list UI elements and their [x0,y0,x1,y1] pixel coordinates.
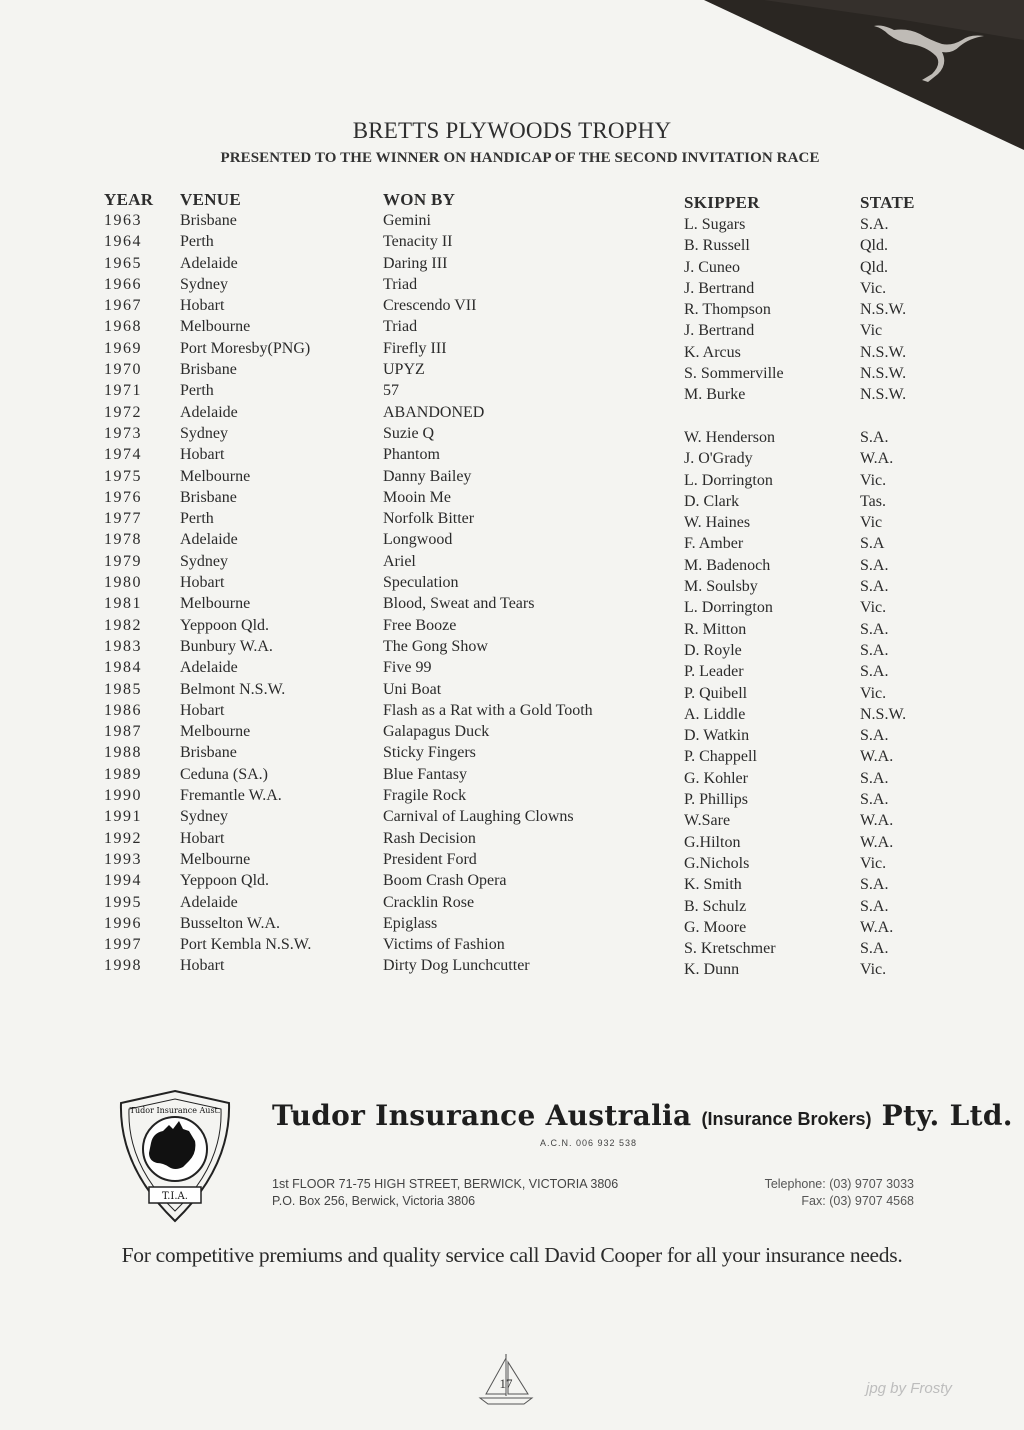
row-skipper: J. Bertrand [684,322,755,340]
row-skipper: L. Dorrington [684,471,773,489]
row-won-by: Rash Decision [383,829,476,847]
row-state: S.A. [860,876,889,894]
row-venue: Perth [180,233,214,251]
row-year: 1972 [104,403,142,421]
row-state: S.A. [860,641,889,659]
row-skipper: M. Burke [684,386,746,404]
row-year: 1977 [104,510,142,528]
row-year: 1991 [104,808,142,826]
table-row [0,423,1024,444]
row-year: 1983 [104,637,142,655]
row-venue: Port Moresby(PNG) [180,339,311,357]
telephone: Telephone: (03) 9707 3033 [764,1177,914,1191]
row-skipper: P. Quibell [684,684,748,702]
row-skipper: B. Russell [684,237,750,255]
row-venue: Sydney [180,552,228,570]
table-row [0,529,1024,553]
row-venue: Adelaide [180,531,238,549]
table-row [0,849,1024,870]
row-venue: Brisbane [180,361,237,379]
row-state: S.A. [860,769,889,787]
row-state: Vic. [860,854,887,872]
table-row [0,721,1024,745]
table-row [0,679,1024,700]
row-venue: Melbourne [180,467,251,485]
row-venue: Melbourne [180,595,251,613]
row-state: Tas. [860,492,886,510]
table-row [0,359,1024,383]
row-won-by: Five 99 [383,659,432,677]
row-won-by: Norfolk Bitter [383,510,475,528]
header-won-by: WON BY [383,190,456,209]
table-row [0,253,1024,274]
table-row [0,615,1024,636]
row-won-by: Triad [383,318,418,336]
row-state: S.A. [860,216,889,233]
row-state: Vic. [860,961,887,979]
row-skipper: B. Schulz [684,897,747,915]
row-venue: Perth [180,510,214,528]
row-venue: Melbourne [180,850,251,868]
address-line-1: 1st FLOOR 71-75 HIGH STREET, BERWICK, VICTORIA 3806 [272,1177,619,1191]
row-year: 1995 [104,893,142,911]
row-year: 1994 [104,872,142,890]
table-row [0,892,1024,913]
row-year: 1984 [104,659,142,677]
row-year: 1966 [104,275,142,293]
row-skipper: D. Royle [684,641,742,659]
row-won-by: The Gong Show [383,637,488,655]
row-year: 1988 [104,744,142,762]
row-state: W.A. [860,748,894,766]
row-state: S.A. [860,556,889,574]
row-year: 1989 [104,765,142,783]
row-year: 1981 [104,595,142,613]
row-venue: Fremantle W.A. [180,787,282,805]
row-venue: Adelaide [180,254,238,272]
row-year: 1993 [104,850,142,868]
row-state: S.A. [860,727,889,745]
row-won-by: Boom Crash Opera [383,872,507,890]
row-won-by: Phantom [383,446,440,464]
row-skipper: P. Phillips [684,791,749,809]
row-skipper: R. Thompson [684,301,771,319]
row-year: 1971 [104,382,142,400]
table-row [0,636,1024,657]
company-suffix: Pty. Ltd. [881,1099,1013,1132]
row-won-by: Cracklin Rose [383,893,475,911]
row-state: N.S.W. [860,301,907,319]
row-year: 1965 [104,254,142,272]
row-won-by: Dirty Dog Lunchcutter [383,957,530,975]
table-row [0,231,1024,255]
header-state: STATE [860,193,915,212]
row-skipper: G.Hilton [684,833,741,851]
row-venue: Hobart [180,829,225,847]
row-year: 1990 [104,787,142,805]
row-skipper: W.Sare [684,812,731,830]
address-line-2: P.O. Box 256, Berwick, Victoria 3806 [272,1194,476,1208]
row-won-by: Free Booze [383,616,457,634]
table-row [0,955,1024,979]
row-year: 1997 [104,936,142,954]
table-row [0,274,1024,295]
row-won-by: Speculation [383,574,459,592]
table-row [0,572,1024,596]
row-skipper: S. Sommerville [684,365,784,383]
row-year: 1970 [104,361,142,379]
row-won-by: Galapagus Duck [383,723,490,741]
row-won-by: Suzie Q [383,424,435,442]
row-skipper: D. Clark [684,492,740,510]
row-venue: Adelaide [180,893,238,911]
company-name-line [272,1099,1013,1132]
row-year: 1973 [104,424,142,442]
row-skipper: G. Moore [684,918,747,936]
row-state: Vic. [860,471,887,489]
row-venue: Perth [180,382,214,400]
logo-ring-text: Tudor Insurance Aust. [129,1106,221,1115]
row-venue: Hobart [180,701,225,719]
row-state: S.A. [860,897,889,915]
table-row [0,210,1024,231]
table-row [0,508,1024,532]
fax: Fax: (03) 9707 4568 [801,1194,914,1208]
row-year: 1967 [104,297,142,315]
row-state: Vic. [860,599,887,617]
row-venue: Melbourne [180,723,251,741]
table-row [0,402,1024,423]
row-year: 1978 [104,531,142,549]
row-skipper: G.Nichols [684,854,750,872]
row-won-by: Triad [383,275,418,293]
row-year: 1963 [104,212,142,229]
row-venue: Sydney [180,808,228,826]
table-row [0,295,1024,319]
table-row [0,785,1024,809]
row-year: 1979 [104,552,142,570]
table-row [0,444,1024,468]
table-row [0,466,1024,487]
advert-tagline: For competitive premiums and quality service call David Cooper for all your insurance needs. [121,1243,903,1267]
row-state: N.S.W. [860,705,907,723]
table-row [0,700,1024,721]
header-year: YEAR [104,190,154,209]
row-won-by: Blood, Sweat and Tears [383,595,535,613]
row-state: N.S.W. [860,343,907,361]
row-won-by: Sticky Fingers [383,744,476,762]
row-venue: Hobart [180,957,225,975]
table-row [0,828,1024,849]
row-state: N.S.W. [860,365,907,383]
row-skipper: P. Chappell [684,748,757,766]
row-won-by: Flash as a Rat with a Gold Tooth [383,701,593,719]
row-state: Vic [860,514,883,532]
row-year: 1982 [104,616,142,634]
row-state: S.A. [860,428,889,446]
tudor-shield-logo [105,1087,245,1227]
row-won-by: 57 [383,382,399,400]
row-won-by: UPYZ [383,361,425,379]
table-row [0,593,1024,617]
row-skipper: L. Sugars [684,216,746,233]
row-skipper: J. Bertrand [684,279,755,297]
table-row [0,764,1024,785]
row-won-by: Longwood [383,531,453,549]
table-row [0,870,1024,894]
row-skipper: R. Mitton [684,620,747,638]
table-row [0,913,1024,934]
row-year: 1985 [104,680,142,698]
row-skipper: P. Leader [684,663,744,681]
row-state: W.A. [860,450,894,468]
row-won-by: Tenacity II [383,233,453,251]
row-venue: Sydney [180,275,228,293]
row-skipper: A. Liddle [684,705,746,723]
table-row [0,380,1024,404]
row-venue: Yeppoon Qld. [180,616,270,634]
row-skipper: K. Smith [684,876,742,894]
page-subtitle: PRESENTED TO THE WINNER ON HANDICAP OF THE SECOND INVITATION RACE [220,150,820,166]
row-year: 1969 [104,339,142,357]
row-won-by: Mooin Me [383,488,451,506]
row-state: N.S.W. [860,386,907,404]
row-state: Vic [860,322,883,340]
row-skipper: J. Cuneo [684,258,740,276]
row-year: 1974 [104,446,142,464]
row-state: Vic. [860,279,887,297]
page-title: BRETTS PLYWOODS TROPHY [352,118,672,143]
row-skipper: S. Kretschmer [684,940,776,958]
row-state: S.A. [860,940,889,958]
row-skipper: D. Watkin [684,727,750,745]
row-year: 1986 [104,701,142,719]
row-won-by: Ariel [383,552,416,570]
table-row [0,742,1024,766]
row-skipper: K. Arcus [684,343,741,361]
row-venue: Adelaide [180,403,238,421]
row-venue: Adelaide [180,659,238,677]
table-row [0,487,1024,508]
results-table [0,210,1024,977]
row-won-by: Firefly III [383,339,447,357]
row-won-by: Daring III [383,254,448,272]
row-venue: Port Kembla N.S.W. [180,936,312,954]
row-skipper: K. Dunn [684,961,740,979]
row-won-by: Blue Fantasy [383,765,467,783]
row-venue: Bunbury W.A. [180,637,273,655]
row-won-by: Epiglass [383,914,438,932]
row-state: Qld. [860,237,888,255]
logo-badge-text: T.I.A. [162,1191,188,1202]
row-state: Qld. [860,258,888,276]
row-won-by: Uni Boat [383,680,442,698]
row-venue: Brisbane [180,488,237,506]
row-venue: Sydney [180,424,228,442]
header-skipper: SKIPPER [684,193,760,212]
row-venue: Hobart [180,574,225,592]
row-skipper: W. Henderson [684,428,775,446]
header-venue: VENUE [180,190,242,209]
row-state: S.A [860,535,885,553]
photo-credit: jpg by Frosty [866,1380,952,1397]
row-won-by: Carnival of Laughing Clowns [383,808,574,826]
row-state: W.A. [860,918,894,936]
table-row [0,551,1024,572]
row-year: 1964 [104,233,142,251]
row-won-by: Gemini [383,212,431,229]
row-skipper: G. Kohler [684,769,748,787]
row-venue: Yeppoon Qld. [180,872,270,890]
row-won-by: Crescendo VII [383,297,477,315]
row-year: 1998 [104,957,142,975]
row-year: 1976 [104,488,142,506]
row-year: 1992 [104,829,142,847]
table-row [0,934,1024,958]
row-skipper: M. Soulsby [684,578,758,596]
row-skipper: L. Dorrington [684,599,773,617]
row-won-by: Fragile Rock [383,787,467,805]
row-skipper: J. O'Grady [684,450,753,468]
row-year: 1980 [104,574,142,592]
row-year: 1987 [104,723,142,741]
row-venue: Ceduna (SA.) [180,765,268,783]
row-won-by: Victims of Fashion [383,936,505,954]
row-venue: Busselton W.A. [180,914,281,932]
table-row [0,806,1024,830]
table-row [0,657,1024,681]
company-address [272,1176,618,1210]
row-state: S.A. [860,578,889,596]
table-row [0,316,1024,340]
table-row [0,338,1024,359]
row-venue: Belmont N.S.W. [180,680,286,698]
row-venue: Brisbane [180,212,237,229]
row-year: 1996 [104,914,142,932]
row-year: 1968 [104,318,142,336]
row-skipper: M. Badenoch [684,556,771,574]
company-contact [765,1176,914,1210]
row-state: Vic. [860,684,887,702]
company-type: (Insurance Brokers) [701,1109,872,1129]
row-year: 1975 [104,467,142,485]
row-venue: Hobart [180,446,225,464]
row-state: S.A. [860,620,889,638]
row-venue: Melbourne [180,318,251,336]
row-won-by: Danny Bailey [383,467,472,485]
row-venue: Brisbane [180,744,237,762]
page-number-sailboat [476,1350,536,1410]
row-won-by: ABANDONED [383,403,485,421]
row-won-by: President Ford [383,850,477,868]
row-state: S.A. [860,791,889,809]
row-state: W.A. [860,812,894,830]
row-skipper: W. Haines [684,514,751,532]
row-venue: Hobart [180,297,225,315]
company-name: Tudor Insurance Australia [272,1099,692,1132]
row-state: S.A. [860,663,889,681]
row-skipper: F. Amber [684,535,744,553]
page-number: 17 [499,1376,513,1391]
row-state: W.A. [860,833,894,851]
company-acn: A.C.N. 006 932 538 [540,1138,638,1148]
